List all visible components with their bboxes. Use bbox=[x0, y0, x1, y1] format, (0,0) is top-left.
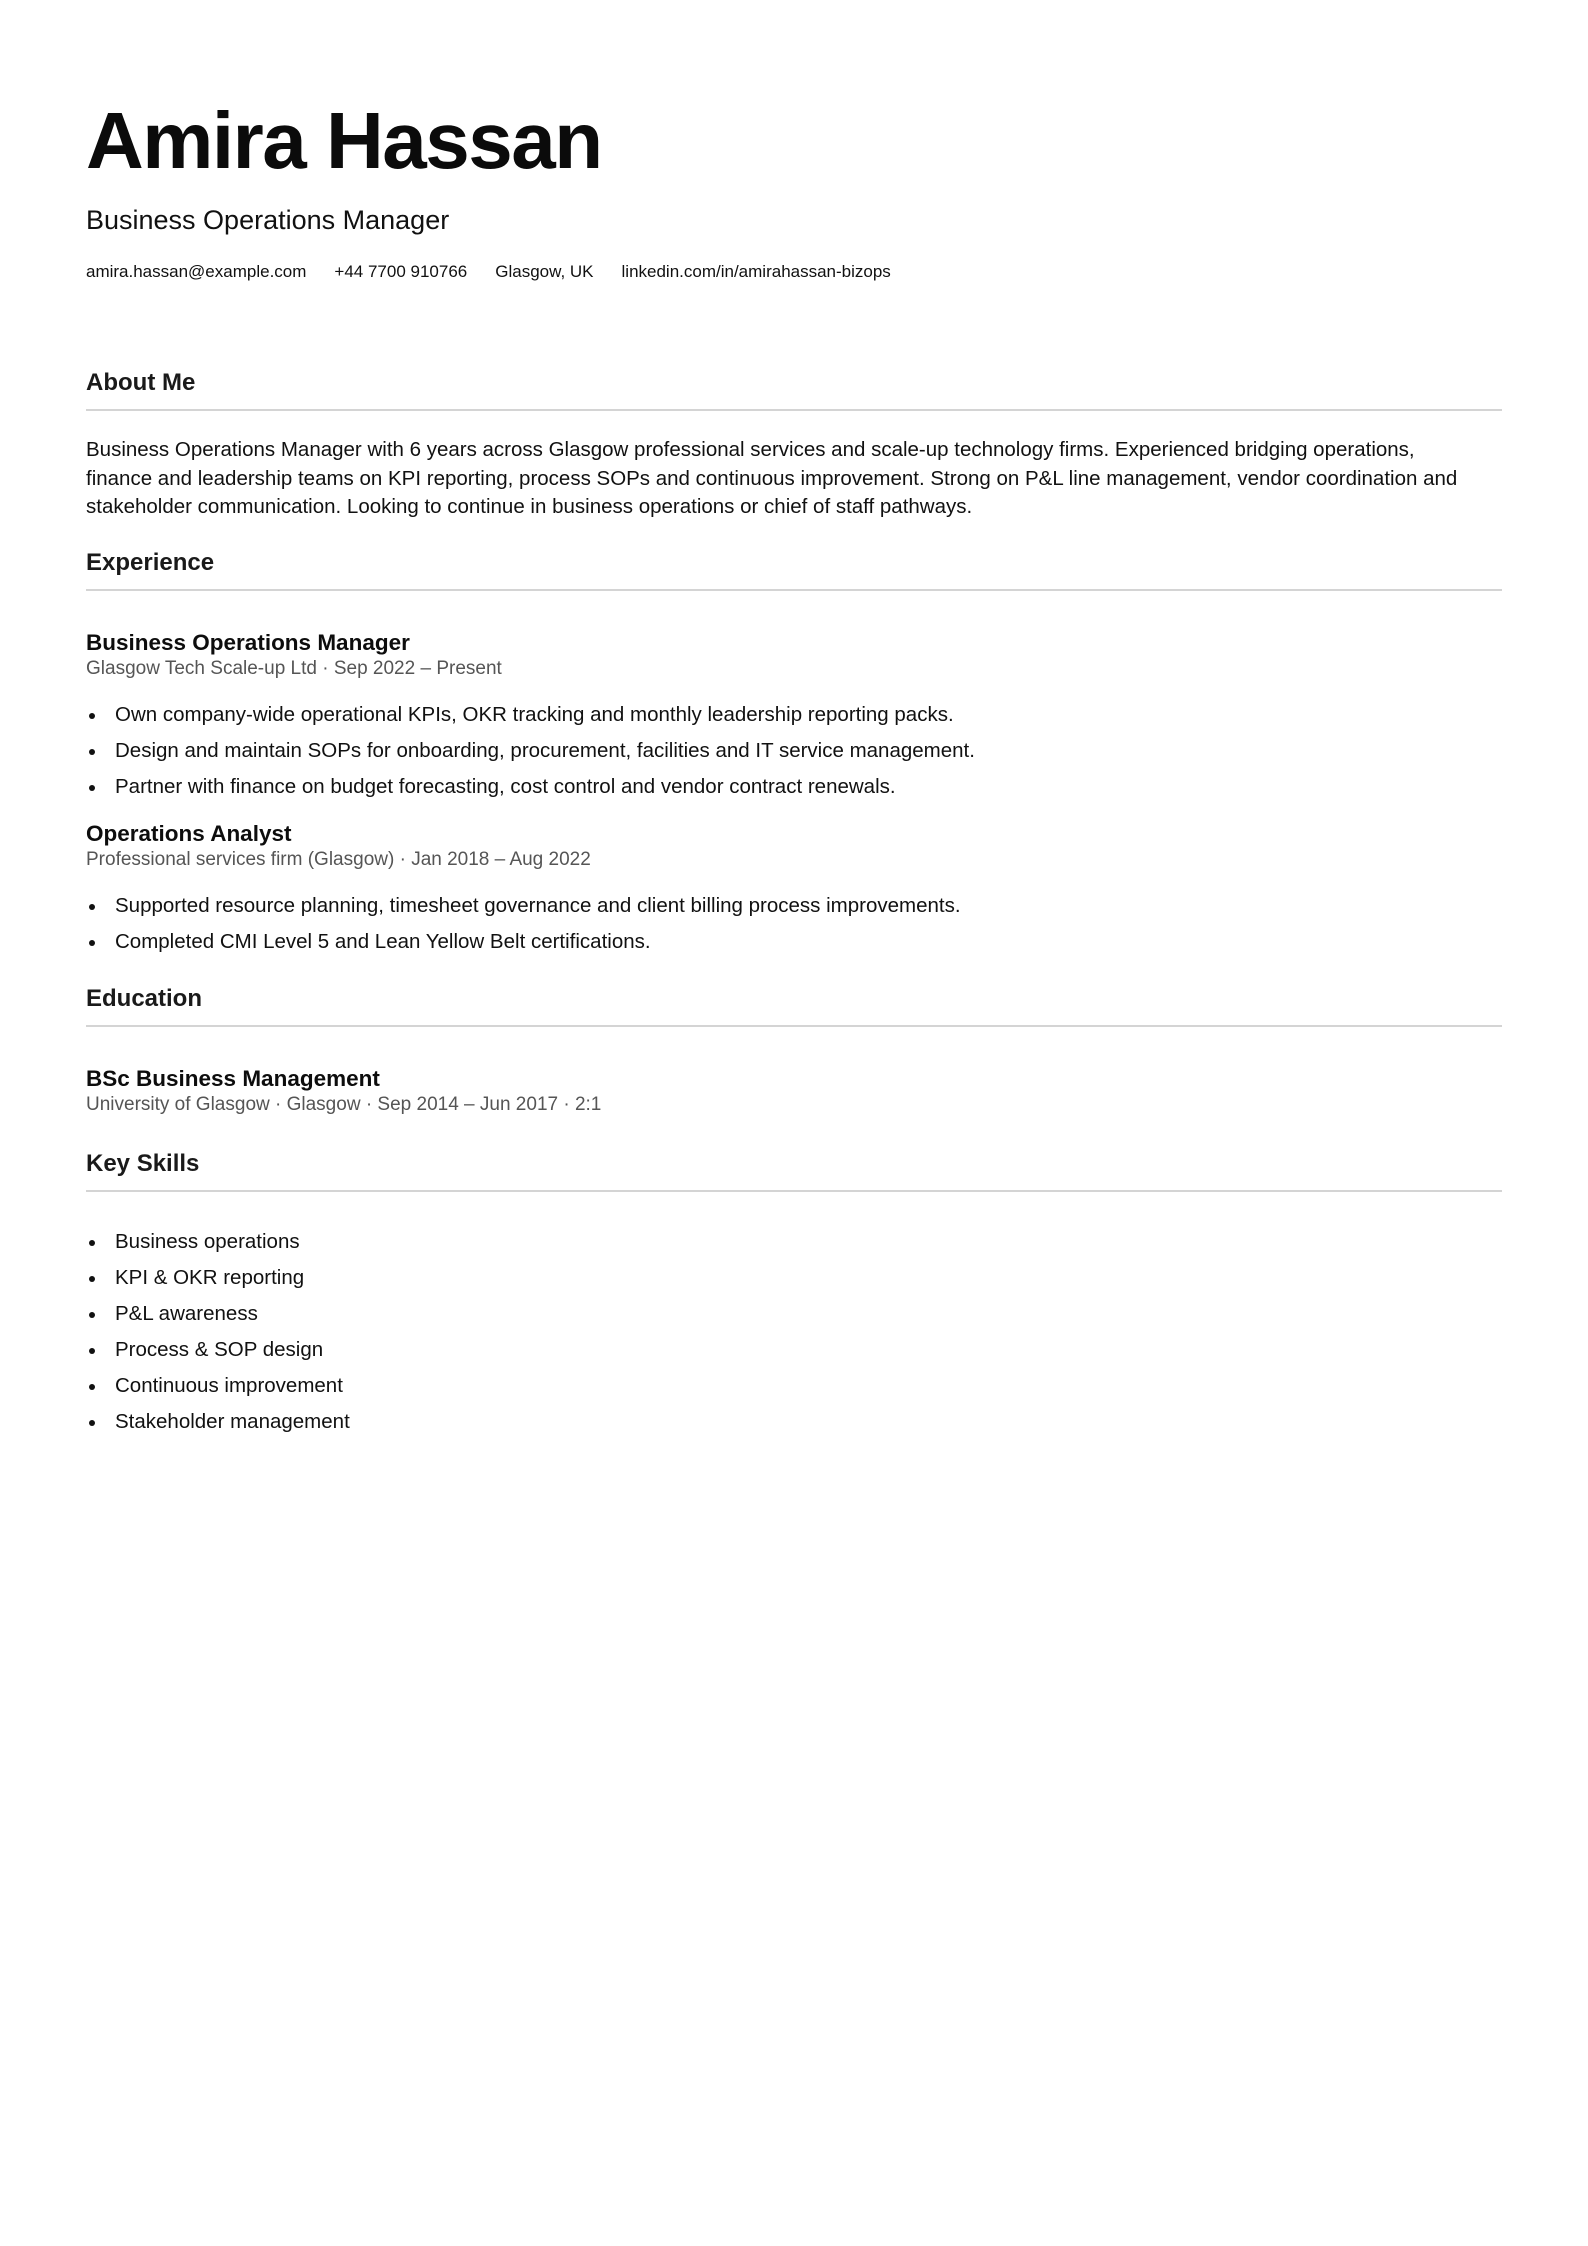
contact-location: Glasgow, UK bbox=[495, 262, 594, 281]
skill-item: Business operations bbox=[86, 1224, 1502, 1260]
skills-list bbox=[86, 1224, 1502, 1440]
skills-heading: Key Skills bbox=[86, 1149, 200, 1177]
job-entry bbox=[86, 820, 1502, 960]
skill-item: Continuous improvement bbox=[86, 1368, 1502, 1404]
job-meta: Professional services firm (Glasgow) · Jan 2018 – Aug 2022 bbox=[86, 848, 591, 870]
job-bullet: Partner with finance on budget forecasting, cost control and vendor contract renewals. bbox=[86, 769, 1502, 805]
education-divider bbox=[86, 1025, 1502, 1027]
skill-item: Process & SOP design bbox=[86, 1332, 1502, 1368]
education-section bbox=[86, 984, 1502, 1117]
experience-section bbox=[86, 548, 1502, 960]
job-bullet: Own company-wide operational KPIs, OKR tracking and monthly leadership reporting packs. bbox=[86, 697, 1502, 733]
education-heading: Education bbox=[86, 984, 203, 1012]
skill-item: KPI & OKR reporting bbox=[86, 1260, 1502, 1296]
about-heading: About Me bbox=[86, 369, 196, 396]
job-title: Business Operations Manager bbox=[86, 629, 410, 655]
education-entry bbox=[86, 1065, 1502, 1117]
contact-bar bbox=[86, 261, 1502, 283]
candidate-name: Amira Hassan bbox=[86, 96, 602, 185]
job-bullet: Design and maintain SOPs for onboarding, procurement, facilities and IT service management. bbox=[86, 733, 1502, 769]
job-title: Operations Analyst bbox=[86, 820, 292, 846]
about-paragraph bbox=[86, 436, 1502, 522]
job-meta: Glasgow Tech Scale-up Ltd · Sep 2022 – Present bbox=[86, 657, 502, 679]
about-section bbox=[86, 368, 1502, 522]
about-line: Business Operations Manager with 6 years across Glasgow professional services and scale-up technology firms. Experienced bridging operations, bbox=[86, 438, 1415, 461]
skill-item: Stakeholder management bbox=[86, 1404, 1502, 1440]
about-line: finance and leadership teams on KPI reporting, process SOPs and continuous improvement. Strong on P&L line management, vendor coordination and bbox=[86, 466, 1458, 490]
job-bullets bbox=[86, 697, 1502, 805]
about-divider bbox=[86, 409, 1502, 411]
education-meta: University of Glasgow · Glasgow · Sep 2014 – Jun 2017 · 2:1 bbox=[86, 1093, 602, 1115]
contact-linkedin[interactable]: linkedin.com/in/amirahassan-bizops bbox=[621, 262, 891, 281]
skills-section bbox=[86, 1149, 1502, 1440]
contact-phone[interactable]: +44 7700 910766 bbox=[334, 262, 468, 281]
job-entry bbox=[86, 629, 1502, 805]
skill-item: P&L awareness bbox=[86, 1296, 1502, 1332]
skills-divider bbox=[86, 1190, 1502, 1192]
job-bullet: Completed CMI Level 5 and Lean Yellow Belt certifications. bbox=[86, 924, 1502, 960]
about-line: stakeholder communication. Looking to continue in business operations or chief of staff pathways. bbox=[86, 495, 973, 518]
job-bullets bbox=[86, 888, 1502, 960]
experience-heading: Experience bbox=[86, 548, 215, 576]
experience-divider bbox=[86, 589, 1502, 591]
job-bullet: Supported resource planning, timesheet governance and client billing process improvements. bbox=[86, 888, 1502, 924]
contact-email[interactable]: amira.hassan@example.com bbox=[86, 262, 307, 281]
education-degree: BSc Business Management bbox=[86, 1065, 380, 1091]
candidate-role: Business Operations Manager bbox=[86, 205, 450, 235]
